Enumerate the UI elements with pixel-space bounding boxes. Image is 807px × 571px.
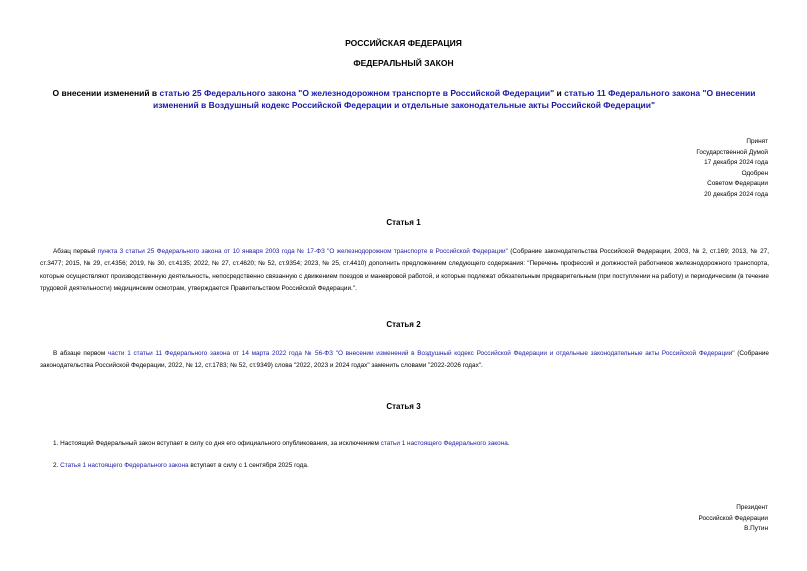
signature-name: В.Путин bbox=[744, 525, 768, 532]
article-1-text bbox=[40, 246, 769, 296]
item-1-link[interactable]: статьи 1 настоящего Федерального закона bbox=[380, 440, 508, 447]
law-title bbox=[40, 87, 768, 111]
article-1-link[interactable]: пункта 3 статьи 25 Федерального закона от 10 января 2003 года № 17-ФЗ "О железнодорожном транспорте в Российской Федерации" bbox=[97, 248, 508, 255]
article-2-text-before: В абзаце первом bbox=[53, 350, 108, 357]
adoption-line: 20 декабря 2024 года bbox=[704, 190, 768, 198]
article-3-item-1 bbox=[53, 440, 510, 447]
signature-line: Президент bbox=[736, 504, 768, 511]
signature-block bbox=[699, 503, 769, 535]
article-1-text-after: (Собрание законодательства Российской Федерации, 2003, № 2, ст.169; 2013, № 27, ст.3477; 2015, № 29, ст.4356; 2019, № 30, ст.4135; 2022, № 27, ст.4620; № 52, ст.9354; 2023, № 25, ст.4410) дополнить предложением следующего содержания: "Перечень профессий и должностей работников железнодорожного транспорта, которые осуществляют производственную деятельность, непосредственно связанную с движением поездов и маневровой работой, и которые подлежат обязательным предварительным (при поступлении на работу) и периодическим (в течение трудовой деятельности) медицинским осмотрам, утверждается Правительством Российской Федерации.". bbox=[40, 248, 770, 293]
article-1-heading: Статья 1 bbox=[386, 218, 421, 227]
article-2-heading: Статья 2 bbox=[386, 320, 421, 329]
item-2-link[interactable]: Статья 1 настоящего Федерального закона bbox=[60, 462, 189, 469]
title-middle: и bbox=[554, 88, 565, 98]
article-1-text-before: Абзац первый bbox=[53, 248, 98, 255]
adoption-line: Принят bbox=[746, 138, 768, 145]
signature-line: Российской Федерации bbox=[698, 514, 768, 522]
article-3-heading: Статья 3 bbox=[386, 402, 421, 411]
adoption-block bbox=[696, 137, 768, 200]
item-1-text-after: . bbox=[507, 440, 510, 447]
federation-heading: РОССИЙСКАЯ ФЕДЕРАЦИЯ bbox=[345, 38, 462, 48]
title-link-article-25[interactable]: статью 25 Федерального закона "О железнодорожном транспорте в Российской Федерации" bbox=[159, 88, 555, 98]
adoption-line: Советом Федерации bbox=[707, 180, 768, 187]
adoption-line: Одобрен bbox=[741, 169, 768, 177]
article-2-link[interactable]: части 1 статьи 11 Федерального закона от 14 марта 2022 года № 56-ФЗ "О внесении изменений в Воздушный кодекс Российской Федерации и отдельные законодательные акты Российской Федерации" bbox=[107, 350, 735, 357]
article-2-text-after: (Собрание законодательства Российской Федерации, 2022, № 12, ст.1783; № 52, ст.9349) слова "2022, 2023 и 2024 годах" заменить словами "2022-2026 годах". bbox=[40, 350, 769, 370]
title-link-article-11[interactable]: статью 11 Федерального закона "О внесении изменений в Воздушный кодекс Российской Федерации и отдельные законодательные акты Российской Федерации" bbox=[152, 88, 756, 110]
title-prefix: О внесении изменений в bbox=[52, 88, 160, 98]
item-2-text-before: 2. bbox=[53, 462, 61, 469]
article-2-text bbox=[40, 348, 769, 373]
article-3-item-2 bbox=[53, 462, 309, 469]
document-type-heading: ФЕДЕРАЛЬНЫЙ ЗАКОН bbox=[353, 58, 454, 68]
adoption-line: Государственной Думой bbox=[696, 148, 768, 156]
item-1-text-before: 1. Настоящий Федеральный закон вступает в силу со дня его официального опубликования, за исключением bbox=[53, 440, 381, 447]
adoption-line: 17 декабря 2024 года bbox=[704, 159, 768, 166]
item-2-text-after: вступает в силу с 1 сентября 2025 года. bbox=[188, 462, 309, 469]
